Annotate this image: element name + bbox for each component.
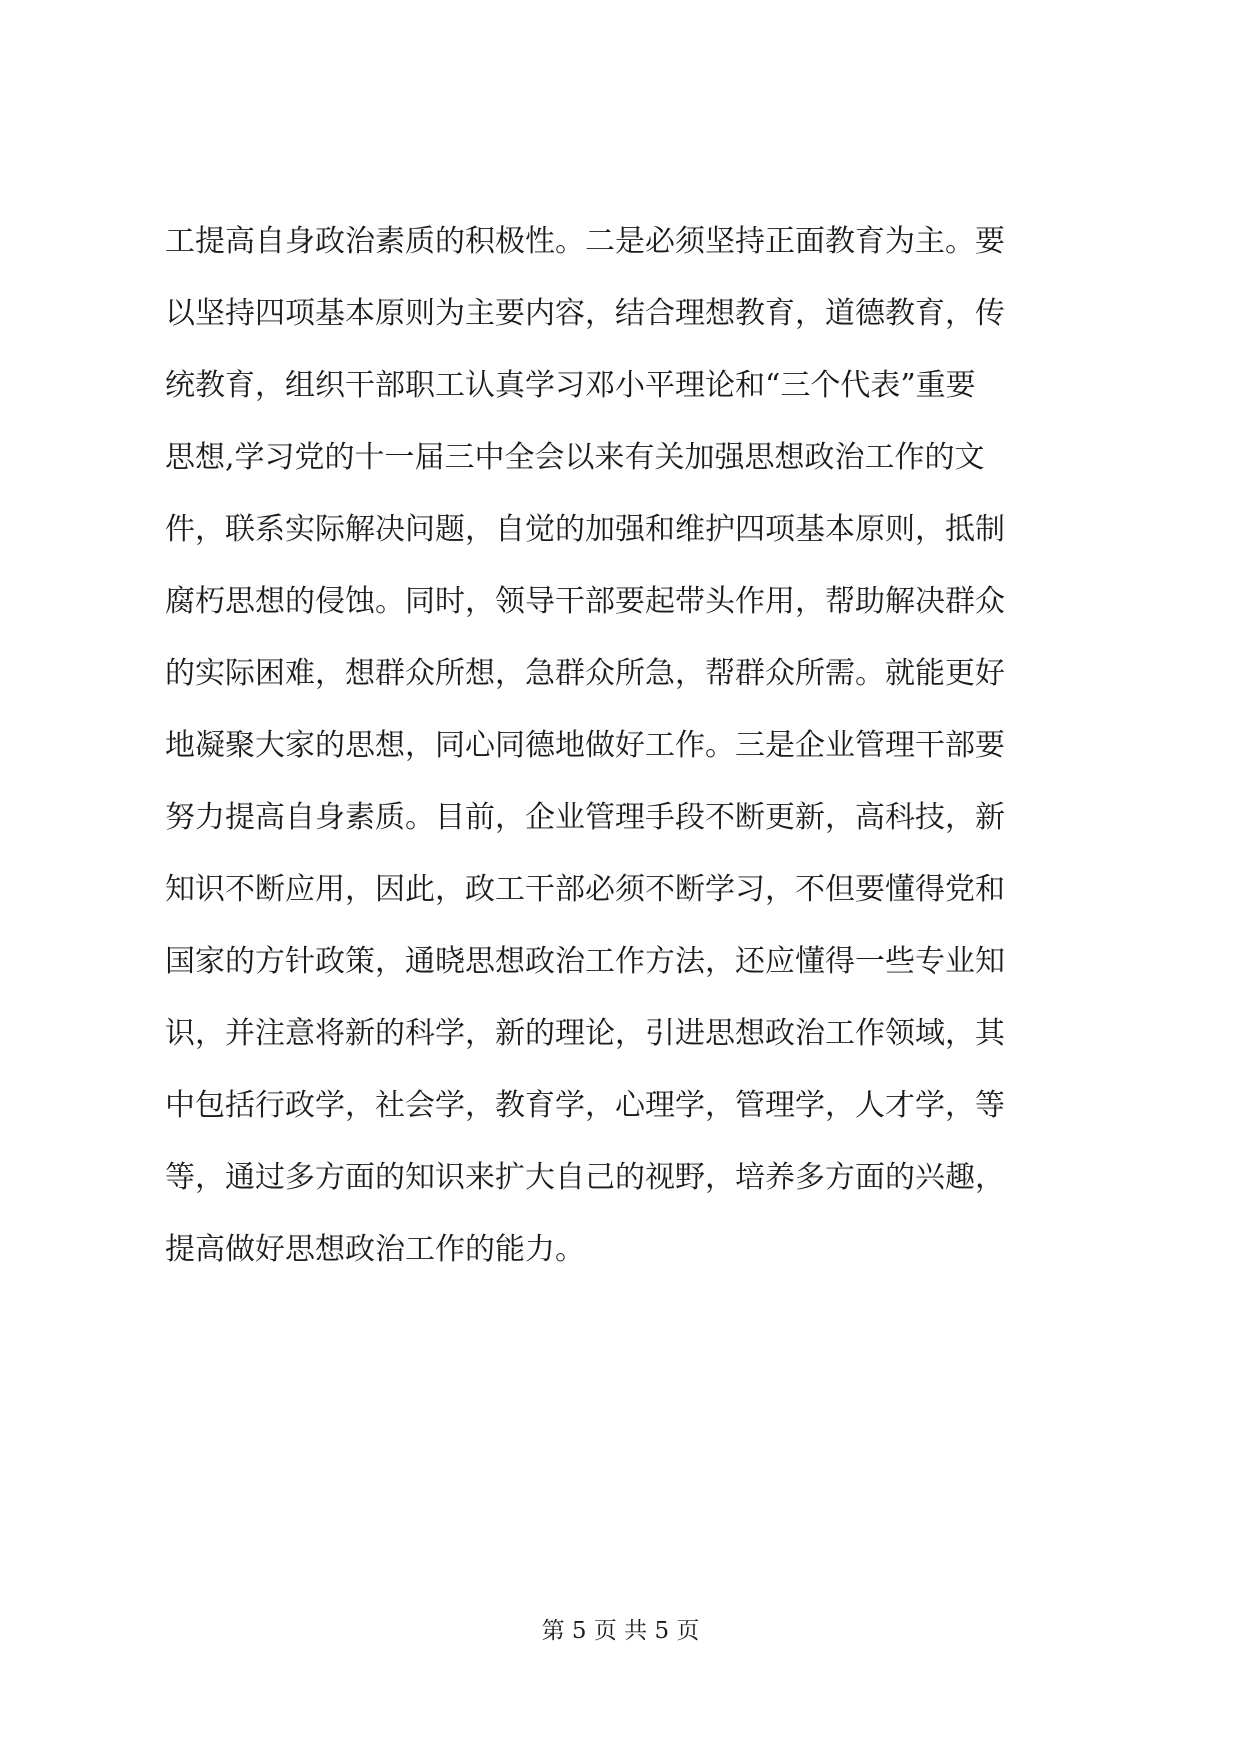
text-line: 国家的方针政策，通晓思想政治工作方法，还应懂得一些专业知: [165, 944, 1005, 979]
text-line: 以坚持四项基本原则为主要内容，结合理想教育，道德教育，传: [165, 296, 1005, 331]
text-line: 知识不断应用，因此，政工干部必须不断学习，不但要懂得党和: [165, 872, 1005, 907]
text-line: 地凝聚大家的思想，同心同德地做好工作。三是企业管理干部要: [165, 728, 1005, 763]
text-line: 腐朽思想的侵蚀。同时，领导干部要起带头作用，帮助解决群众: [165, 584, 1005, 619]
text-line: 提高做好思想政治工作的能力。: [165, 1232, 585, 1267]
page-number-footer: 第 5 页 共 5 页: [541, 1618, 700, 1644]
text-line: 思想,学习党的十一届三中全会以来有关加强思想政治工作的文: [165, 440, 985, 475]
text-line: 统教育，组织干部职工认真学习邓小平理论和“三个代表”重要: [165, 368, 976, 403]
text-line: 件，联系实际解决问题，自觉的加强和维护四项基本原则，抵制: [165, 512, 1005, 547]
body-paragraph: [165, 222, 1095, 1302]
text-line: 中包括行政学，社会学，教育学，心理学，管理学，人才学，等: [165, 1088, 1005, 1123]
text-line: 工提高自身政治素质的积极性。二是必须坚持正面教育为主。要: [165, 224, 1005, 259]
text-line: 的实际困难，想群众所想，急群众所急，帮群众所需。就能更好: [165, 656, 1005, 691]
text-line: 努力提高自身素质。目前，企业管理手段不断更新，高科技，新: [165, 800, 1005, 835]
text-line: 识，并注意将新的科学，新的理论，引进思想政治工作领域，其: [165, 1016, 1005, 1051]
text-line: 等，通过多方面的知识来扩大自己的视野，培养多方面的兴趣，: [165, 1160, 1005, 1195]
